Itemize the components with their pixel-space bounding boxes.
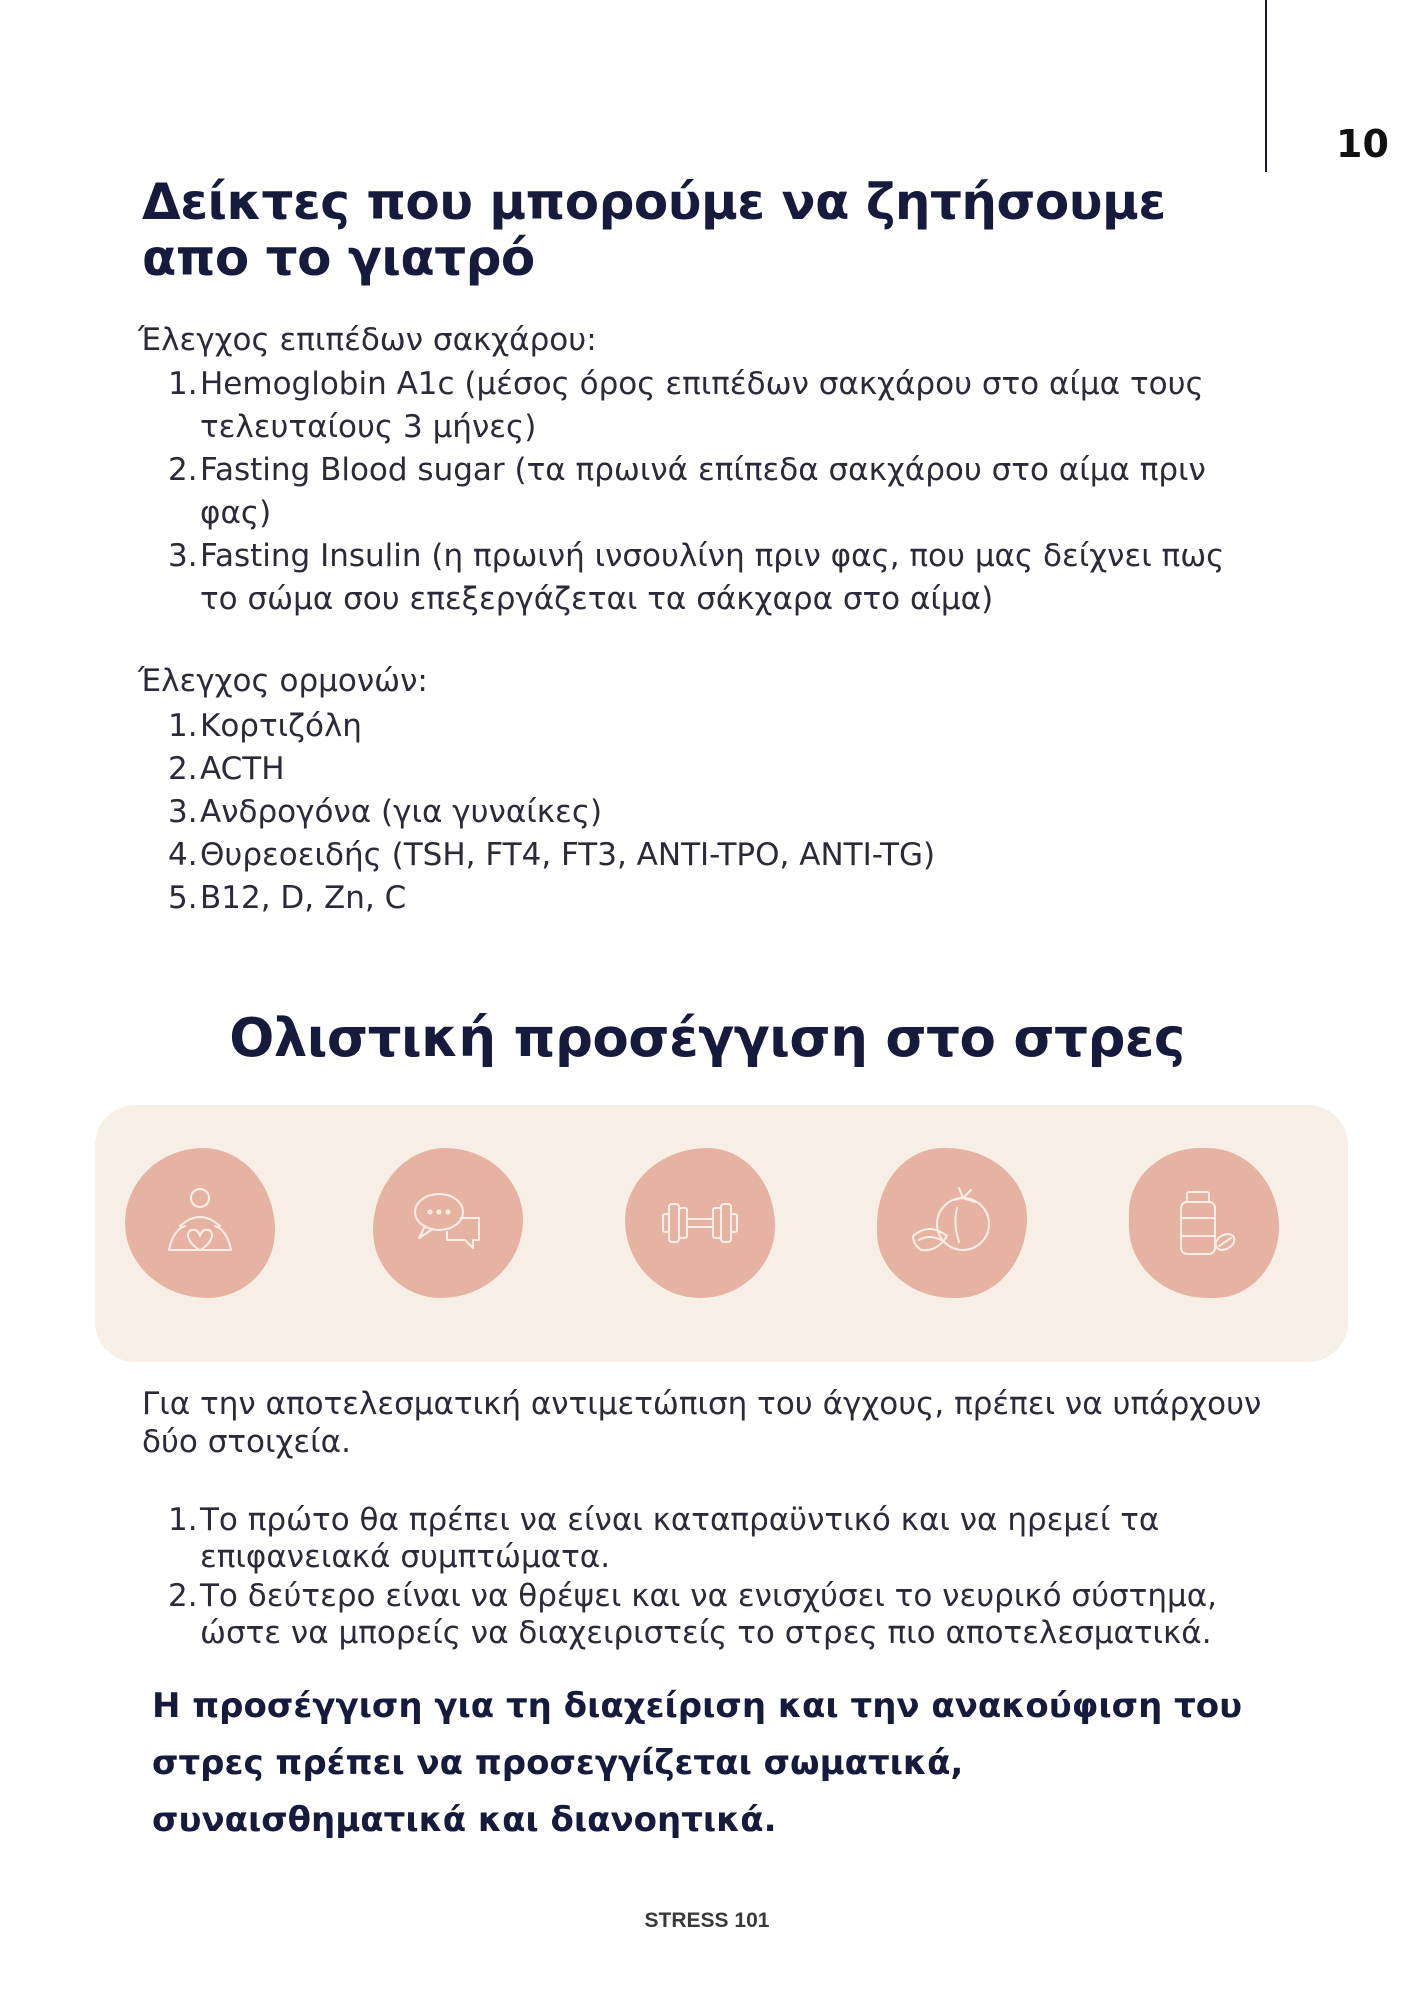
list-number: 2. bbox=[168, 452, 198, 488]
list-number: 1. bbox=[168, 708, 198, 744]
list-item-text: Hemoglobin A1c (μέσος όρος επιπέδων σακχάρου στο αίμα τους τελευταίους 3 μήνες) bbox=[200, 366, 1204, 445]
hormone-test-list bbox=[138, 705, 1238, 920]
meditation-icon bbox=[125, 1148, 275, 1298]
list-number: 2. bbox=[168, 1578, 198, 1614]
list-item bbox=[138, 791, 1238, 834]
icon-band bbox=[95, 1105, 1348, 1362]
list-item-text: Fasting Blood sugar (τα πρωινά επίπεδα σακχάρου στο αίμα πριν φας) bbox=[200, 452, 1206, 531]
list-item bbox=[138, 748, 1238, 791]
sugar-section-label: Έλεγχος επιπέδων σακχάρου: bbox=[138, 322, 597, 358]
list-item bbox=[138, 363, 1238, 449]
footer-title: STRESS 101 bbox=[644, 1909, 770, 1932]
list-item bbox=[138, 834, 1238, 877]
list-number: 1. bbox=[168, 1502, 198, 1538]
approach-list bbox=[138, 1502, 1258, 1654]
list-item bbox=[138, 449, 1238, 535]
list-item-text: Fasting Insulin (η πρωινή ινσουλίνη πριν φας, που μας δείχνει πως το σώμα σου επεξεργάζεται τα σάκχαρα στο αίμα) bbox=[200, 538, 1225, 617]
list-item-text: ACTH bbox=[200, 751, 285, 787]
list-item bbox=[138, 705, 1238, 748]
intro-paragraph: Για την αποτελεσματική αντιμετώπιση του άγχους, πρέπει να υπάρχουν δύο στοιχεία. bbox=[142, 1386, 1262, 1460]
header-divider-line bbox=[1265, 0, 1267, 172]
list-item-text: Θυρεοειδής (TSH, FT4, FT3, ANTI-TPO, ANTI-TG) bbox=[200, 837, 936, 873]
tomato-icon bbox=[877, 1148, 1027, 1298]
main-heading: Δείκτες που μπορούμε να ζητήσουμε απο το γιατρό bbox=[142, 173, 1166, 287]
list-number: 3. bbox=[168, 538, 198, 574]
supplements-icon bbox=[1129, 1148, 1279, 1298]
list-item bbox=[138, 535, 1238, 621]
list-item-text: B12, D, Zn, C bbox=[200, 880, 407, 916]
list-number: 5. bbox=[168, 880, 198, 916]
list-number: 2. bbox=[168, 751, 198, 787]
page-number: 10 bbox=[1336, 122, 1389, 166]
chat-bubbles-icon bbox=[373, 1148, 523, 1298]
hormone-section-label: Έλεγχος ορμονών: bbox=[138, 663, 428, 699]
list-item-text: Το δεύτερο είναι να θρέψει και να ενισχύσει το νευρικό σύστημα, ώστε να μπορείς να διαχειριστείς το στρες πιο αποτελεσματικά. bbox=[200, 1578, 1217, 1651]
list-item bbox=[138, 877, 1238, 920]
list-number: 1. bbox=[168, 366, 198, 402]
sugar-test-list bbox=[138, 363, 1238, 621]
list-item-text: Ανδρογόνα (για γυναίκες) bbox=[200, 794, 603, 830]
dumbbell-icon bbox=[625, 1148, 775, 1298]
list-number: 3. bbox=[168, 794, 198, 830]
list-number: 4. bbox=[168, 837, 198, 873]
list-item bbox=[138, 1502, 1258, 1576]
list-item-text: Κορτιζόλη bbox=[200, 708, 362, 744]
list-item bbox=[138, 1578, 1258, 1652]
holistic-heading: Ολιστική προσέγγιση στο στρες bbox=[229, 1008, 1185, 1069]
list-item-text: Το πρώτο θα πρέπει να είναι καταπραϋντικό και να ηρεμεί τα επιφανειακά συμπτώματα. bbox=[200, 1502, 1160, 1575]
bold-statement: Η προσέγγιση για τη διαχείριση και την ανακούφιση του στρες πρέπει να προσεγγίζεται σωματικά, συναισθηματικά και διανοητικά. bbox=[152, 1686, 1243, 1840]
